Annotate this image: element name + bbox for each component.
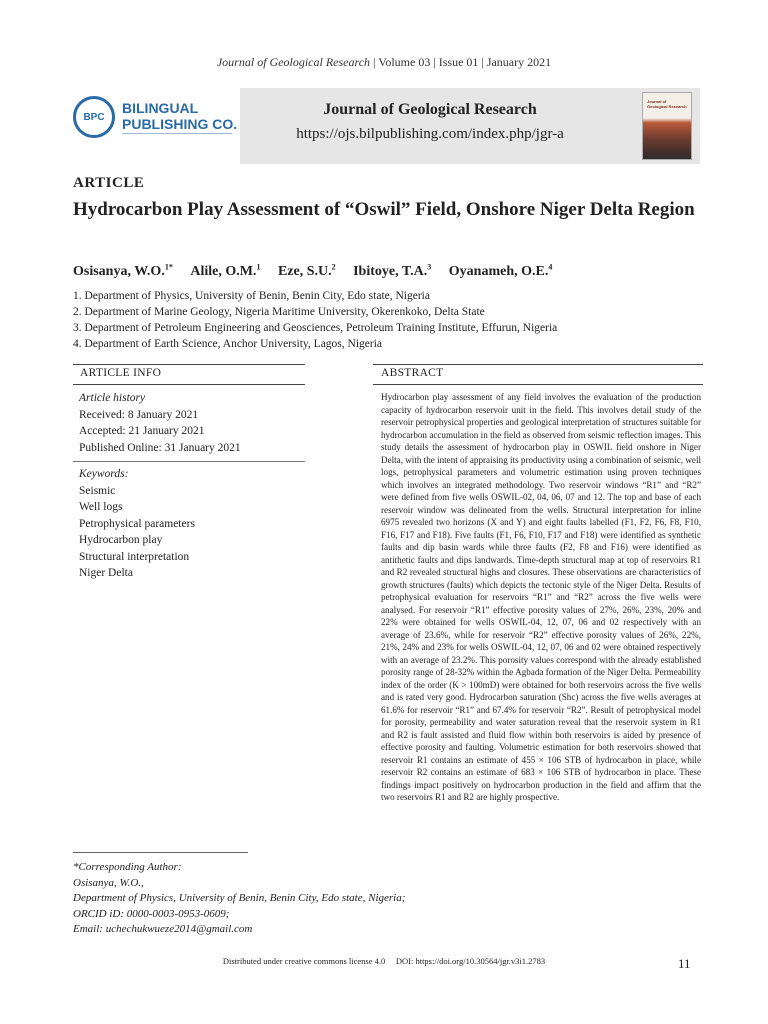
running-header-journal: Journal of Geological Research	[216, 55, 371, 69]
corresponding-address: Department of Physics, University of Benin, Benin City, Edo state, Nigeria;	[73, 892, 406, 904]
abstract-bottom-rule	[373, 384, 703, 385]
history-divider	[73, 461, 305, 462]
corresponding-author	[73, 860, 493, 938]
license-note: Distributed under creative commons license 4.0	[222, 956, 386, 966]
accepted-date: Accepted: 21 January 2021	[79, 425, 205, 437]
affiliation-1: 1. Department of Physics, University of Benin, Benin City, Edo state, Nigeria	[73, 290, 430, 302]
page-number: 11	[678, 956, 691, 971]
author-5: Oyanameh, O.E.$^4$	[448, 262, 553, 279]
banner-journal-title: Journal of Geological Research	[323, 101, 537, 118]
keywords	[79, 466, 195, 582]
article-type-label: ARTICLE	[73, 175, 145, 191]
affiliations	[73, 288, 557, 352]
author-1: Osisanya, W.O.$^{1*}$	[73, 262, 173, 279]
abstract-top-rule	[373, 364, 703, 365]
journal-cover-image	[642, 92, 692, 160]
page-footer	[0, 956, 768, 966]
received-date: Received: 8 January 2021	[79, 408, 199, 421]
abstract-heading: ABSTRACT	[381, 367, 444, 379]
publisher-name: BILINGUAL PUBLISHING CO.	[122, 100, 238, 132]
corresponding-email[interactable]: Email: uchechukwueze2014@gmail.com	[73, 923, 253, 935]
keyword-item: Structural interpretation	[79, 550, 190, 563]
affiliation-3: 3. Department of Petroleum Engineering and Geosciences, Petroleum Training Institute, Effurun, Nigeria	[73, 322, 558, 334]
article-history	[79, 390, 241, 456]
publisher-seal-icon: BPC	[73, 96, 115, 138]
article-title: Hydrocarbon Play Assessment of “Oswil” Field, Onshore Niger Delta Region	[73, 199, 695, 220]
corresponding-rule	[73, 852, 248, 853]
keyword-item: Niger Delta	[79, 567, 133, 579]
corresponding-name: Osisanya, W.O.,	[73, 876, 144, 889]
running-header	[0, 55, 768, 70]
keyword-item: Seismic	[79, 484, 116, 497]
affiliation-4: 4. Department of Earth Science, Anchor University, Lagos, Nigeria	[73, 338, 383, 350]
author-2: Alile, O.M.$^1$	[190, 262, 261, 279]
corresponding-orcid: ORCID iD: 0000-0003-0953-0609;	[73, 907, 230, 920]
published-date: Published Online: 31 January 2021	[79, 441, 241, 454]
author-3: Eze, S.U.$^2$	[277, 262, 336, 279]
article-info-top-rule	[73, 364, 305, 365]
publisher-underline	[122, 133, 232, 134]
affiliation-2: 2. Department of Marine Geology, Nigeria Maritime University, Okerenkoko, Delta State	[73, 306, 485, 318]
corresponding-heading: *Corresponding Author:	[73, 861, 182, 873]
article-history-heading: Article history	[79, 392, 146, 404]
keyword-item: Petrophysical parameters	[79, 517, 195, 530]
banner-journal-url[interactable]: https://ojs.bilpublishing.com/index.php/jgr-a	[296, 126, 564, 142]
author-list	[73, 262, 566, 280]
cover-title: Journal of Geological Research	[647, 99, 687, 109]
author-4: Ibitoye, T.A.$^3$	[353, 262, 432, 279]
publisher-logo	[70, 88, 240, 164]
abstract-text: Hydrocarbon play assessment of any field involves the evaluation of the production capacity of hydrocarbon reservoir unit in the field. This involves detail study of the reservoir petrophysical properties and geological interpretation of structures suitable for hydrocarbon accumulation in the field as observed from seismic reflection images. This study details the assessment of hydrocarbon play in OSWIL field onshore in Niger Delta, with the intent of appraising its productivity using a combination of seismic, well logs, petrophysical parameters and volumetric estimation using proven techniques which involves an integrated methodology. Two reservoir windows “R1” and “R2” were defined from five wells OSWIL-02, 04, 06, 07 and 12. The top and base of each reservoir window was delineated from the wells. Structural interpretation for inline 6975 revealed two horizons (X and Y) and eight faults labelled (F1, F2, F6, F8, F10, F16, F17 and F18). Five faults (F1, F6, F10, F17 and F18) were identified as synthetic faults and dip basin wards while three faults (F2, F8 and F16) were identified as antithetic faults and dips landwards. Time-depth structural map at top of reservoirs R1 and R2 revealed structural highs and closures. These observations are characteristics of growth structures (faults) which depicts the tectonic style of the Niger Delta. Results of petrophysical evaluation for reservoirs “R1” and “R2” across the five wells were analysed. For reservoir “R1” effective porosity values of 27%, 26%, 23%, 20% and 22% were obtained for wells OSWIL-04, 12, 07, 06 and 02 respectively with an average of 23.6%, while for reservoir “R2” effective porosity values of 26%, 22%, 21%, 24% and 23% for wells OSWIL-04, 12, 07, 06 and 02 were obtained respectively with an average of 23.2%. This porosity values correspond with the already established porosity range of 28-32% within the Agbada formation of the Niger Delta. Permeability index of the order (K > 100mD) were obtained for both reservoirs across the five wells and is rated very good. Hydrocarbon saturation (Shc) across the five wells averages at 61.6% for reservoir “R1” and 67.4% for reservoir “R2”. Result of petrophysical model for porosity, permeability and water saturation reveal that the reservoir system in R1 and R2 is fault assisted and fluid flow within both reservoirs is aided by presence of effective porosity and faulting. Volumetric estimation for both reservoirs showed that reservoir R1 contains an estimate of 455 × 106 STB of hydrocarbon in place, while reservoir R2 contains an estimate of 683 × 106 STB of hydrocarbon in place. These findings impact positively on hydrocarbon production in the field and affirm that the two reservoirs R1 and R2 are highly prospective.	[381, 392, 701, 802]
keyword-item: Well logs	[79, 501, 123, 513]
keyword-item: Hydrocarbon play	[79, 534, 163, 546]
journal-banner	[70, 88, 700, 164]
keywords-heading: Keywords:	[79, 468, 129, 480]
article-info-bottom-rule	[73, 384, 305, 385]
article-info-heading: ARTICLE INFO	[80, 367, 162, 379]
running-header-issue: | Volume 03 | Issue 01 | January 2021	[370, 55, 552, 69]
doi-link[interactable]: DOI: https://doi.org/10.30564/jgr.v3i1.2783	[395, 956, 546, 966]
